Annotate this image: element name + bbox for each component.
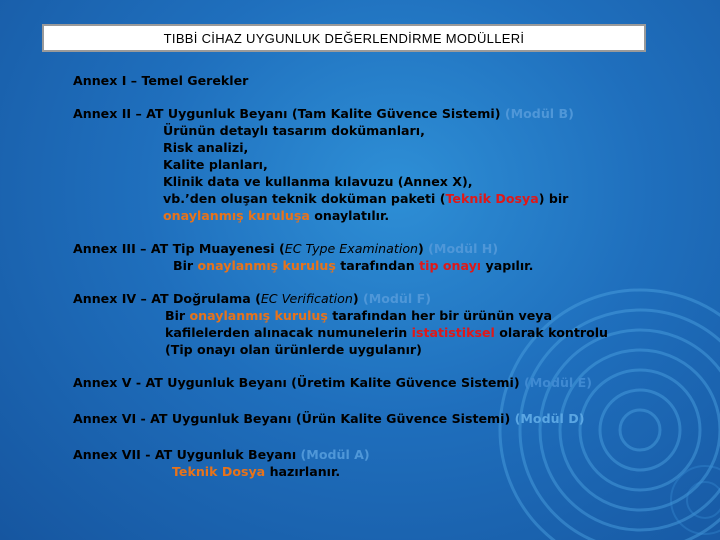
- annex-4-title-italic: EC Verification: [260, 291, 353, 306]
- notified-body-highlight: onaylanmış kuruluş: [197, 258, 336, 273]
- page-title: TIBBİ CİHAZ UYGUNLUK DEĞERLENDİRME MODÜLLERİ: [163, 30, 525, 46]
- annex-6-module: (Modül D): [514, 411, 585, 426]
- annex-4-line-3: (Tip onayı olan ürünlerde uygulanır): [165, 342, 422, 357]
- annex-3-heading: [73, 240, 713, 257]
- annex-1: [73, 72, 713, 89]
- annex-2-line-5: [73, 190, 713, 207]
- annex-3-title-italic: EC Type Examination: [284, 241, 419, 256]
- annex-4-line-1: [73, 307, 713, 324]
- annex-4-line-2-b: olarak kontrolu: [494, 325, 609, 340]
- annex-7: [73, 446, 713, 480]
- annex-2-title: Annex II – AT Uygunluk Beyanı (Tam Kalite Güvence Sistemi): [73, 106, 501, 121]
- annex-3: [73, 240, 713, 274]
- annex-7-heading: [73, 446, 713, 463]
- annex-4-line-1-a: Bir: [165, 308, 190, 323]
- annex-4-title: Annex IV – AT Doğrulama (: [73, 291, 261, 306]
- annex-4-module: (Modül F): [362, 291, 431, 306]
- annex-4-line-2-a: kafilelerden alınacak numunelerin: [165, 325, 412, 340]
- annex-4-line-1-b: tarafından her bir ürünün veya: [327, 308, 553, 323]
- annex-6: [73, 410, 713, 427]
- annex-4-title-close: ): [352, 291, 359, 306]
- annex-7-title: Annex VII - AT Uygunluk Beyanı: [73, 447, 297, 462]
- annex-2-line-5-tail: ) bir: [538, 191, 569, 206]
- annex-7-module: (Modül A): [300, 447, 370, 462]
- technical-file-highlight: Teknik Dosya: [445, 191, 539, 206]
- annex-5-title: Annex V - AT Uygunluk Beyanı (Üretim Kalite Güvence Sistemi): [73, 375, 520, 390]
- annex-3-title: Annex III – AT Tip Muayenesi (: [73, 241, 285, 256]
- annex-4: [73, 290, 713, 358]
- annex-2-line-6-tail: onaylatılır.: [309, 208, 390, 223]
- page-title-box: [42, 24, 646, 52]
- annex-2: [73, 105, 713, 224]
- annex-2-line-1: Ürünün detaylı tasarım dokümanları,: [163, 123, 425, 138]
- statistical-highlight: istatistiksel: [411, 325, 495, 340]
- annex-5-heading: [73, 374, 713, 391]
- annex-5: [73, 374, 713, 391]
- annex-7-line-1: [73, 463, 713, 480]
- annex-2-heading: [73, 105, 713, 122]
- annex-2-line-5-text: vb.’den oluşan teknik doküman paketi (: [163, 191, 446, 206]
- notified-body-highlight: onaylanmış kuruluşa: [163, 208, 310, 223]
- annex-2-line-2: Risk analizi,: [163, 140, 249, 155]
- annex-2-module: (Modül B): [504, 106, 574, 121]
- technical-file-highlight: Teknik Dosya: [172, 464, 266, 479]
- annex-7-line-1-tail: hazırlanır.: [265, 464, 341, 479]
- type-approval-highlight: tip onayı: [419, 258, 482, 273]
- annex-5-module: (Modül E): [524, 375, 592, 390]
- annex-3-line-1-c: yapılır.: [481, 258, 534, 273]
- annex-3-line-1: [73, 257, 713, 274]
- annex-2-line-6: [73, 207, 713, 224]
- annex-2-line-4: Klinik data ve kullanma kılavuzu (Annex X),: [163, 174, 473, 189]
- annex-3-line-1-b: tarafından: [335, 258, 420, 273]
- notified-body-highlight: onaylanmış kuruluş: [189, 308, 328, 323]
- annex-2-line-3: Kalite planları,: [163, 157, 268, 172]
- annex-3-line-1-a: Bir: [173, 258, 198, 273]
- annex-6-heading: [73, 410, 713, 427]
- annex-3-title-close: ): [418, 241, 424, 256]
- annex-list: [73, 72, 713, 480]
- annex-6-title: Annex VI - AT Uygunluk Beyanı (Ürün Kalite Güvence Sistemi): [73, 411, 511, 426]
- annex-4-heading: [73, 290, 713, 307]
- annex-4-line-2: [73, 324, 713, 341]
- annex-1-heading: Annex I – Temel Gerekler: [73, 73, 249, 88]
- annex-3-module: (Modül H): [428, 241, 499, 256]
